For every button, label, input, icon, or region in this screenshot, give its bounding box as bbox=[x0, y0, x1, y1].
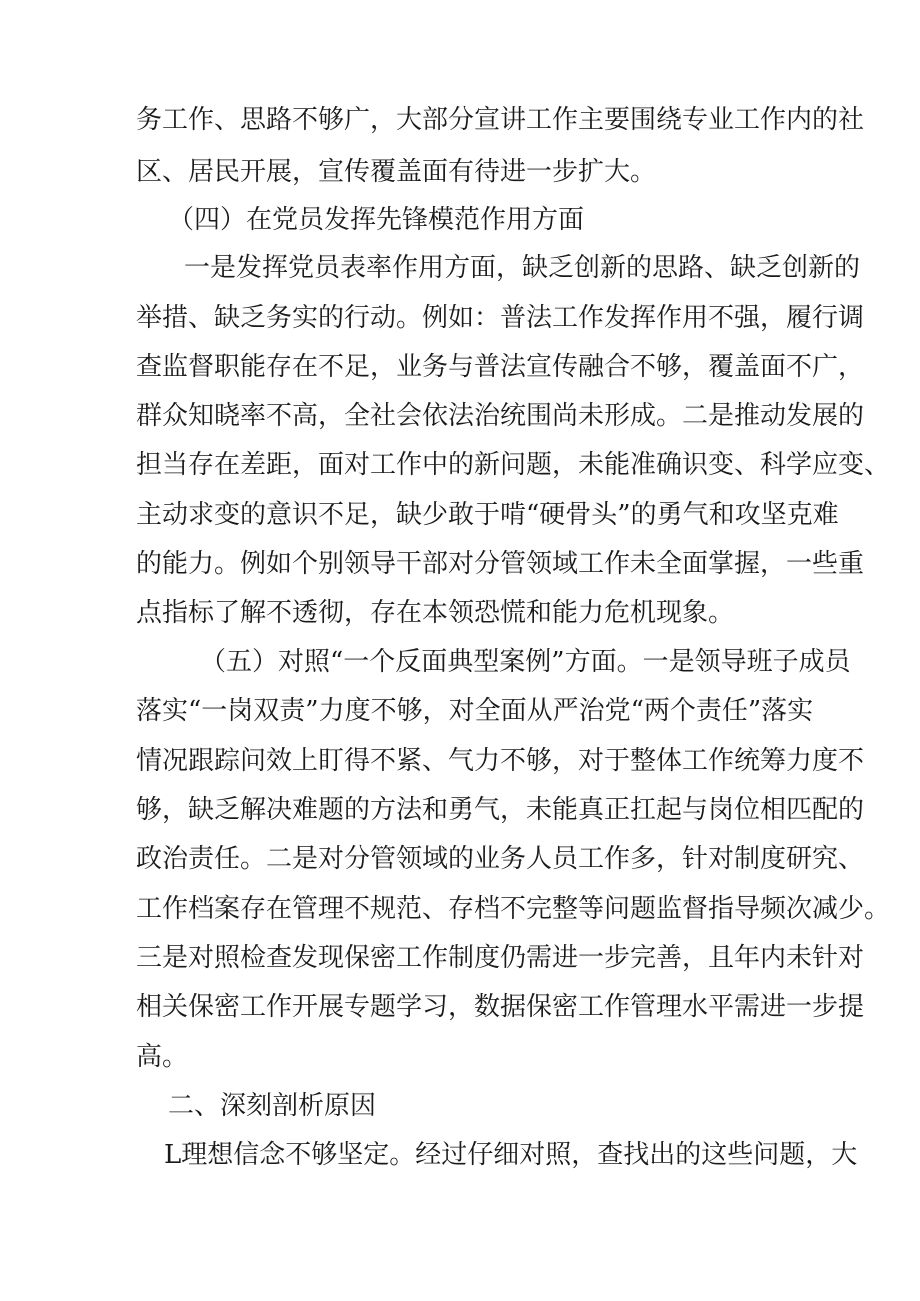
paragraph-line: 群众知晓率不高，全社会依法治统围尚未形成。二是推动发展的 bbox=[136, 401, 865, 431]
paragraph-line: 一是发挥党员表率作用方面，缺乏创新的思路、缺乏创新的 bbox=[184, 253, 861, 283]
section-heading: （五）对照“一个反面典型案例”方面。一是领导班子成员 bbox=[200, 647, 851, 677]
paragraph-line: L理想信念不够坚定。经过仔细对照，查找出的这些问题，大 bbox=[164, 1140, 858, 1170]
paragraph-line: 落实“一岗双责”力度不够，对全面从严治党“两个责任”落实 bbox=[136, 696, 814, 726]
paragraph-line: 的能力。例如个别领导干部对分管领域工作未全面掌握，一些重 bbox=[136, 549, 865, 579]
paragraph-line: 担当存在差距，面对工作中的新问题，未能准确识变、科学应变、 bbox=[136, 450, 891, 480]
paragraph-line: 点指标了解不透彻，存在本领恐慌和能力危机现象。 bbox=[136, 598, 735, 628]
paragraph-line: 务工作、思路不够广，大部分宣讲工作主要围绕专业工作内的社 bbox=[136, 105, 865, 135]
paragraph-line: 工作档案存在管理不规范、存档不完整等问题监督指导频次减少。 bbox=[136, 894, 891, 924]
paragraph-line: 区、居民开展，宣传覆盖面有待进一步扩大。 bbox=[136, 157, 657, 187]
paragraph-line: 主动求变的意识不足，缺少敢于啃“硬骨头”的勇气和攻坚克难 bbox=[136, 500, 839, 530]
paragraph-line: 情况跟踪问效上盯得不紧、气力不够，对于整体工作统筹力度不 bbox=[136, 746, 865, 776]
paragraph-line: 政治责任。二是对分管领域的业务人员工作多，针对制度研究、 bbox=[136, 844, 865, 874]
section-heading: 二、深刻剖析原因 bbox=[168, 1091, 377, 1121]
paragraph-line: 相关保密工作开展专题学习，数据保密工作管理水平需进一步提 bbox=[136, 992, 865, 1022]
section-heading: （四）在党员发挥先锋模范作用方面 bbox=[168, 205, 585, 235]
paragraph-line: 够，缺乏解决难题的方法和勇气，未能真正扛起与岗位相匹配的 bbox=[136, 795, 865, 825]
paragraph-line: 举措、缺乏务实的行动。例如：普法工作发挥作用不强，履行调 bbox=[136, 303, 865, 333]
paragraph-line: 查监督职能存在不足，业务与普法宣传融合不够，覆盖面不广， bbox=[136, 352, 865, 382]
paragraph-line: 三是对照检查发现保密工作制度仍需进一步完善，且年内未针对 bbox=[136, 943, 865, 973]
paragraph-line: 高。 bbox=[136, 1042, 189, 1072]
